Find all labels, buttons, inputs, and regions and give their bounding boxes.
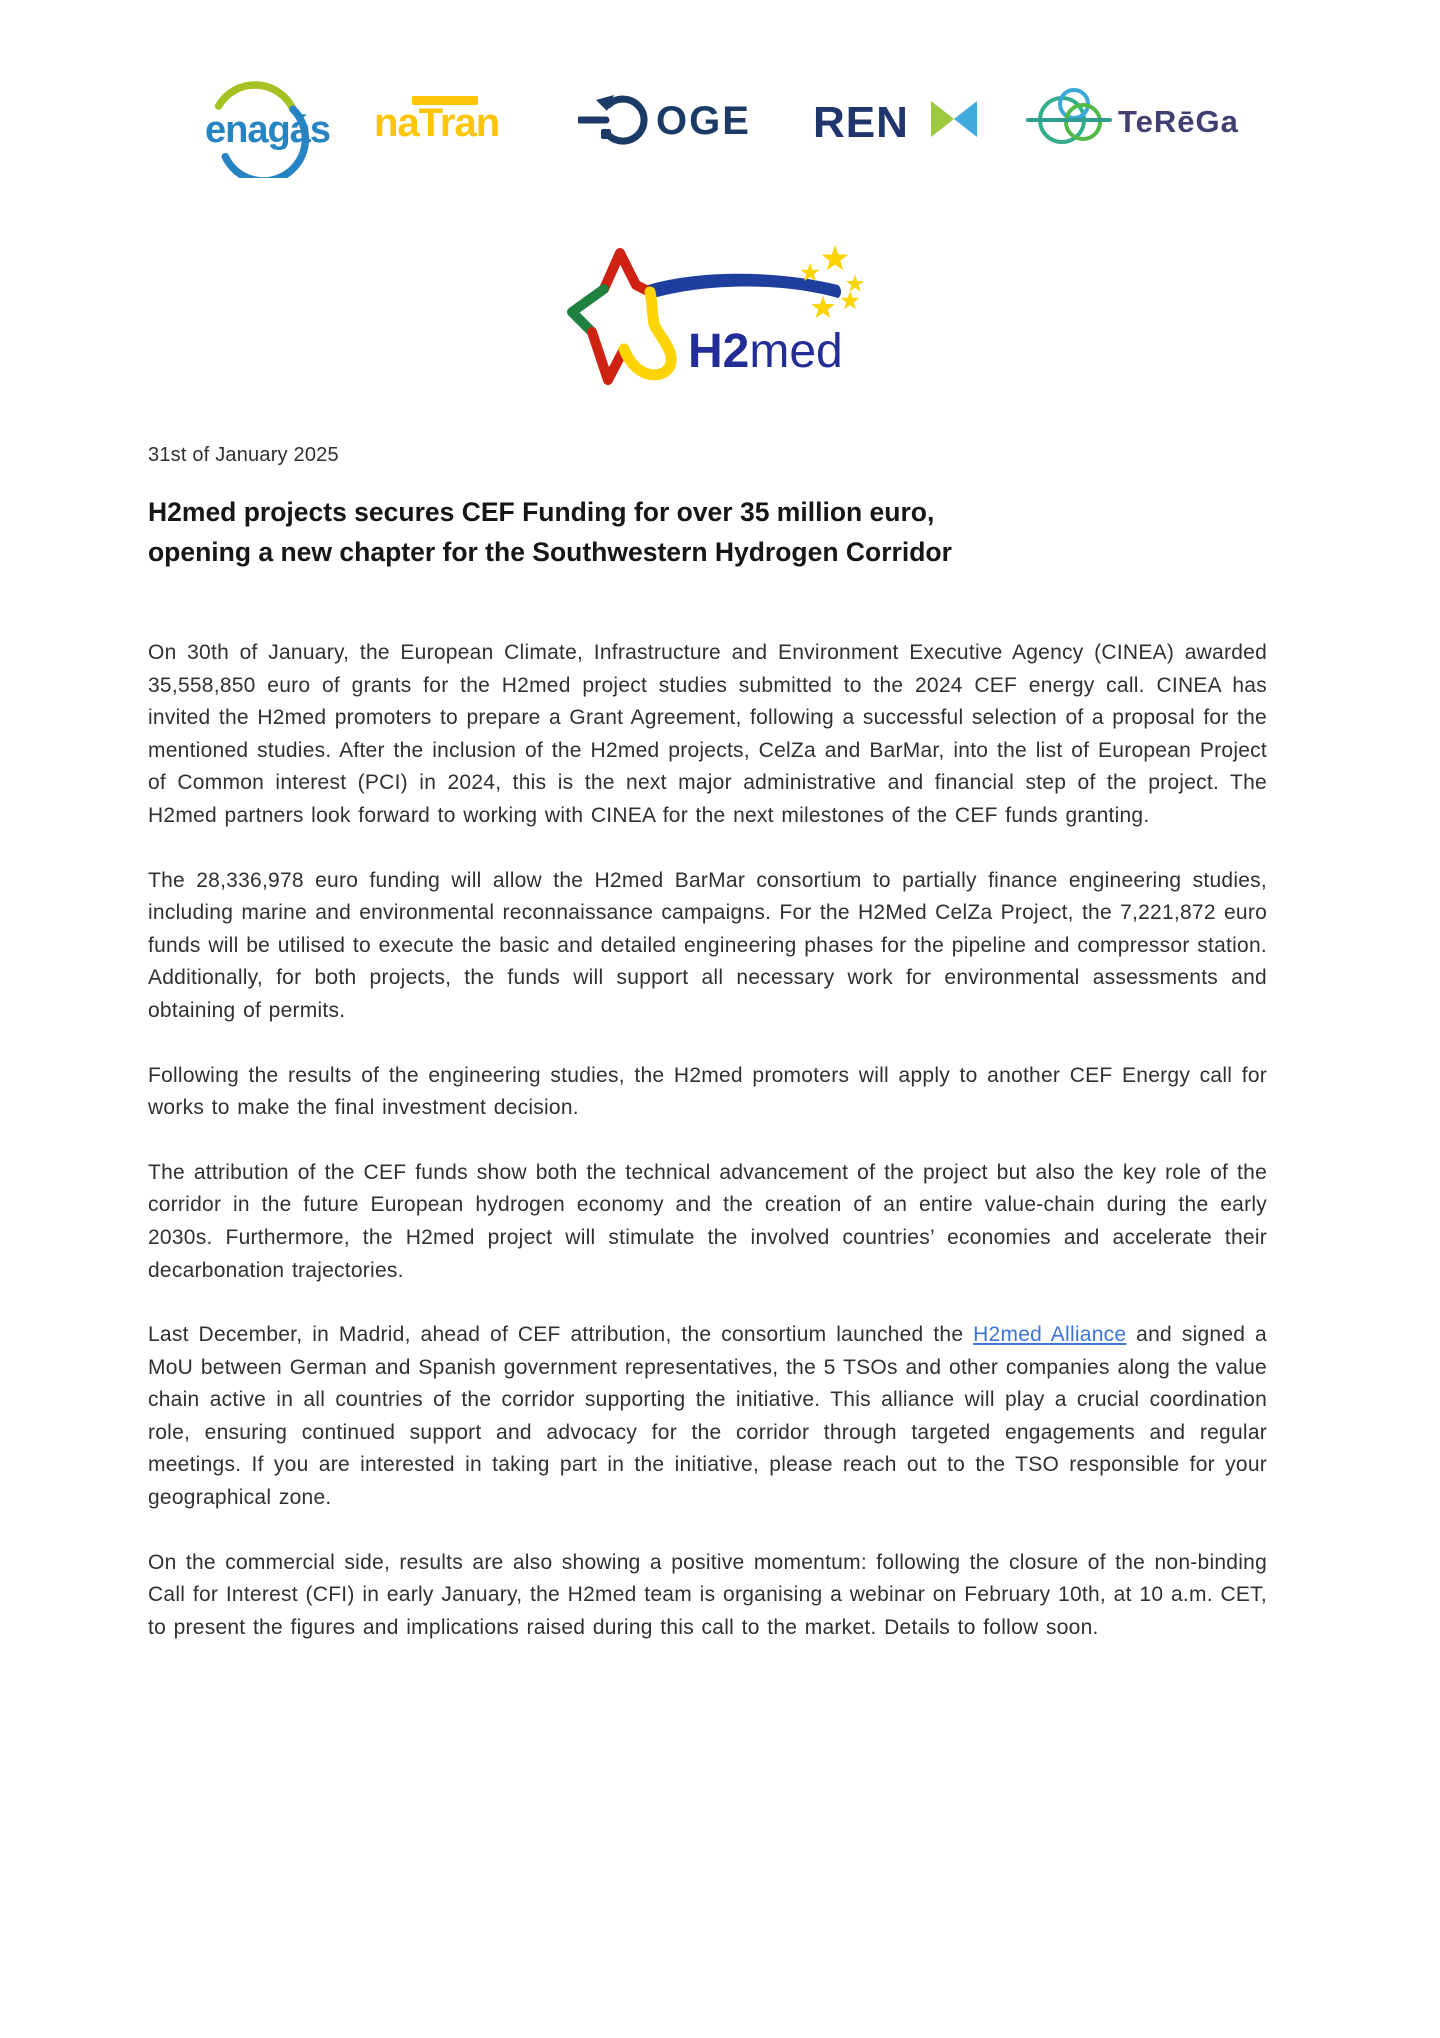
h2med-alliance-link[interactable]: H2med Alliance bbox=[973, 1323, 1127, 1347]
h2med-small-star-3 bbox=[846, 275, 864, 292]
ren-wordmark: REN bbox=[813, 98, 909, 144]
h2med-logo bbox=[562, 235, 907, 400]
h2med-wordmark bbox=[688, 325, 843, 378]
enagas-arc-green bbox=[219, 85, 293, 109]
h2med-small-star-5 bbox=[840, 291, 859, 309]
h2med-small-star-2 bbox=[822, 245, 849, 270]
document-date: 31st of January 2025 bbox=[148, 444, 339, 466]
ren-bowtie-triangles-icon bbox=[813, 92, 981, 144]
ren-triangle-green bbox=[931, 101, 954, 137]
h2med-wordmark-bold: H2 bbox=[688, 325, 750, 378]
enagas-ring-icon bbox=[203, 78, 348, 178]
h2med-star-green-left bbox=[572, 289, 604, 332]
h2med-small-star-4 bbox=[811, 296, 835, 319]
oge-arc bbox=[607, 99, 644, 141]
ren-logo bbox=[813, 92, 981, 149]
title-line-2: opening a new chapter for the Southwestern Hydrogen Corridor bbox=[148, 537, 952, 567]
document-title bbox=[148, 492, 952, 572]
natran-wordmark: naTran bbox=[374, 101, 500, 145]
paragraph-1: On 30th of January, the European Climate, Infrastructure and Environment Executive Agency (CINEA) awarded 35,558,850 euro of grants for the H2med project studies submitted to the 2024 CEF energy call. CINEA has invited the H2med promoters to prepare a Grant Agreement, following a successful selection of a proposal for the mentioned studies. After the inclusion of the H2med projects, CelZa and BarMar, into the list of European Project of Common interest (PCI) in 2024, this is the next major administrative and financial step of the project. The H2med partners look forward to working with CINEA for the next milestones of the CEF funds granting. bbox=[148, 641, 1267, 827]
terega-overlapping-circles-icon bbox=[1026, 80, 1261, 152]
oge-circular-arrow-icon bbox=[578, 90, 753, 150]
paragraph-6: On the commercial side, results are also showing a positive momentum: following the closure of the non-binding Call for Interest (CFI) in early January, the H2med team is organising a webinar on February 10th, at 10 a.m. CET, to present the figures and implications raised during this call to the market. Details to follow soon. bbox=[148, 1550, 1267, 1639]
h2med-wordmark-rest: med bbox=[749, 325, 843, 378]
enagas-wordmark: enagás bbox=[205, 109, 330, 151]
oge-wordmark: OGE bbox=[656, 99, 751, 143]
h2med-star-red-top bbox=[604, 253, 650, 292]
natran-logo bbox=[374, 82, 514, 153]
article-body bbox=[148, 637, 1267, 1644]
paragraph-5 bbox=[148, 1319, 1267, 1515]
enagas-logo bbox=[203, 78, 348, 183]
title-line-1: H2med projects secures CEF Funding for over 35 million euro, bbox=[148, 497, 935, 527]
natran-tbar-icon bbox=[374, 82, 514, 148]
paragraph-5-after-link: and signed a MoU between German and Spanish government representatives, the 5 TSOs and other companies along the value chain active in all countries of the corridor supporting the initiative. This alliance will play a crucial coordination role, ensuring continued support and advocacy for the corridor through targeted engagements and regular meetings. If you are interested in taking part in the initiative, please reach out to the TSO responsible for your geographical zone. bbox=[148, 1323, 1267, 1510]
terega-logo bbox=[1026, 80, 1261, 157]
paragraph-2: The 28,336,978 euro funding will allow the H2med BarMar consortium to partially finance engineering studies, including marine and environmental reconnaissance campaigns. For the H2Med CelZa Project, the 7,221,872 euro funds will be utilised to execute the basic and detailed engineering phases for the pipeline and compressor station. Additionally, for both projects, the funds will support all necessary work for environmental assessments and obtaining of permits. bbox=[148, 868, 1267, 1022]
oge-node-bottom bbox=[601, 129, 611, 139]
h2med-star-red-bottom bbox=[592, 332, 624, 380]
h2med-star-swoosh-icon bbox=[562, 235, 907, 395]
terega-wordmark: TeRēGa bbox=[1118, 104, 1239, 139]
oge-logo bbox=[578, 90, 753, 155]
h2med-star-yellow bbox=[624, 292, 671, 375]
paragraph-5-before-link: Last December, in Madrid, ahead of CEF attribution, the consortium launched the bbox=[148, 1323, 974, 1347]
ren-triangle-blue bbox=[954, 101, 977, 137]
paragraph-3: Following the results of the engineering studies, the H2med promoters will apply to another CEF Energy call for works to make the final investment decision. bbox=[148, 1063, 1267, 1120]
paragraph-4: The attribution of the CEF funds show both the technical advancement of the project but also the key role of the corridor in the future European hydrogen economy and the creation of an entire value-chain during the early 2030s. Furthermore, the H2med project will stimulate the involved countries’ economies and accelerate their decarbonation trajectories. bbox=[148, 1160, 1267, 1282]
